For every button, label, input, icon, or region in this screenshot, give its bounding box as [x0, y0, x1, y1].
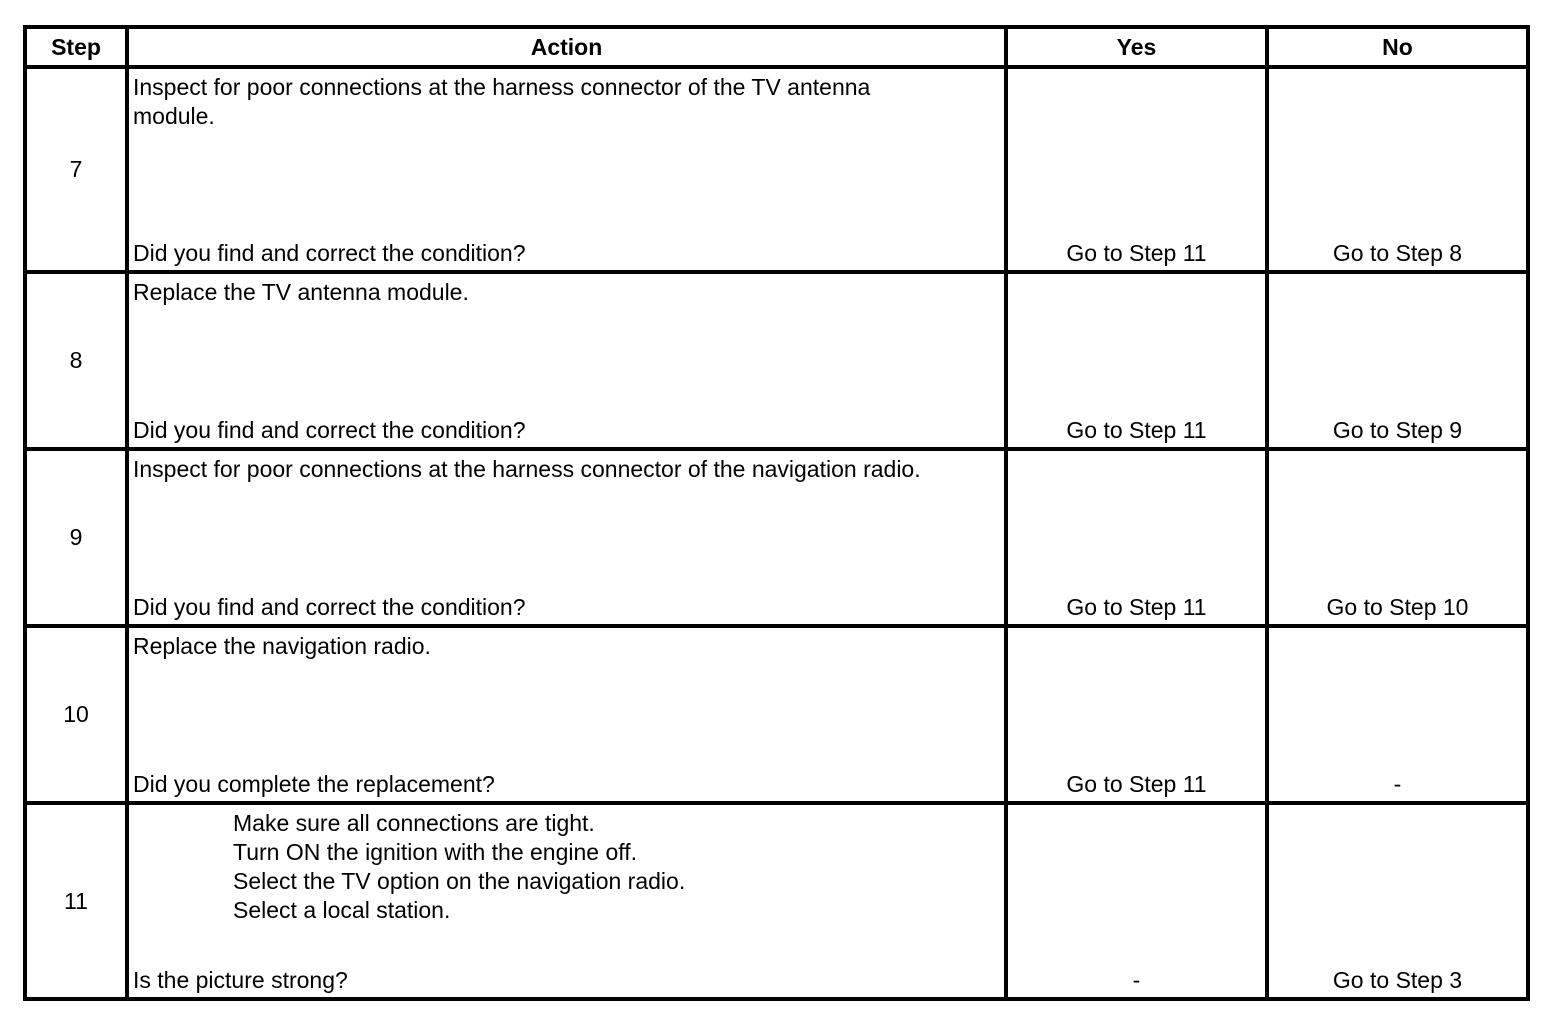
action-cell — [127, 803, 1006, 999]
action-text — [129, 451, 1004, 484]
action-question: Did you find and correct the condition? — [133, 594, 526, 620]
action-cell — [127, 449, 1006, 626]
header-yes: Yes — [1006, 27, 1267, 67]
action-question: Did you complete the replacement? — [133, 771, 495, 797]
header-step: Step — [25, 27, 127, 67]
yes-result: - — [1006, 803, 1267, 999]
table-row-step-10 — [25, 626, 1528, 803]
step-number: 9 — [25, 449, 127, 626]
header-row — [25, 27, 1528, 67]
yes-result: Go to Step 11 — [1006, 449, 1267, 626]
action-question: Is the picture strong? — [133, 967, 348, 993]
action-cell — [127, 272, 1006, 449]
yes-result: Go to Step 11 — [1006, 626, 1267, 803]
action-text — [129, 628, 1004, 661]
action-line: Inspect for poor connections at the harness connector of the navigation radio. — [133, 456, 921, 482]
no-result: Go to Step 10 — [1267, 449, 1528, 626]
step-number: 8 — [25, 272, 127, 449]
header-no: No — [1267, 27, 1528, 67]
action-line: Turn ON the ignition with the engine off. — [233, 839, 638, 865]
table-row-step-11 — [25, 803, 1528, 999]
step-number: 10 — [25, 626, 127, 803]
action-line: Inspect for poor connections at the harness connector of the TV antenna — [133, 74, 871, 100]
action-line: module. — [133, 103, 215, 129]
table-row-step-8 — [25, 272, 1528, 449]
action-cell — [127, 626, 1006, 803]
no-result: Go to Step 3 — [1267, 803, 1528, 999]
action-cell — [127, 67, 1006, 272]
yes-result: Go to Step 11 — [1006, 272, 1267, 449]
action-line: Replace the navigation radio. — [133, 633, 431, 659]
action-line: Select the TV option on the navigation radio. — [233, 868, 686, 894]
action-text — [129, 274, 1004, 307]
no-result: Go to Step 9 — [1267, 272, 1528, 449]
action-question: Did you find and correct the condition? — [133, 417, 526, 443]
table-row-step-7 — [25, 67, 1528, 272]
diagnostic-table — [23, 25, 1530, 1001]
action-line: Select a local station. — [233, 897, 451, 923]
header-action: Action — [127, 27, 1006, 67]
yes-result: Go to Step 11 — [1006, 67, 1267, 272]
step-number: 7 — [25, 67, 127, 272]
action-text — [129, 69, 1004, 131]
action-text — [129, 805, 1004, 925]
action-line: Replace the TV antenna module. — [133, 279, 469, 305]
action-line: Make sure all connections are tight. — [233, 810, 595, 836]
step-number: 11 — [25, 803, 127, 999]
no-result: Go to Step 8 — [1267, 67, 1528, 272]
no-result: - — [1267, 626, 1528, 803]
action-question: Did you find and correct the condition? — [133, 240, 526, 266]
table-row-step-9 — [25, 449, 1528, 626]
